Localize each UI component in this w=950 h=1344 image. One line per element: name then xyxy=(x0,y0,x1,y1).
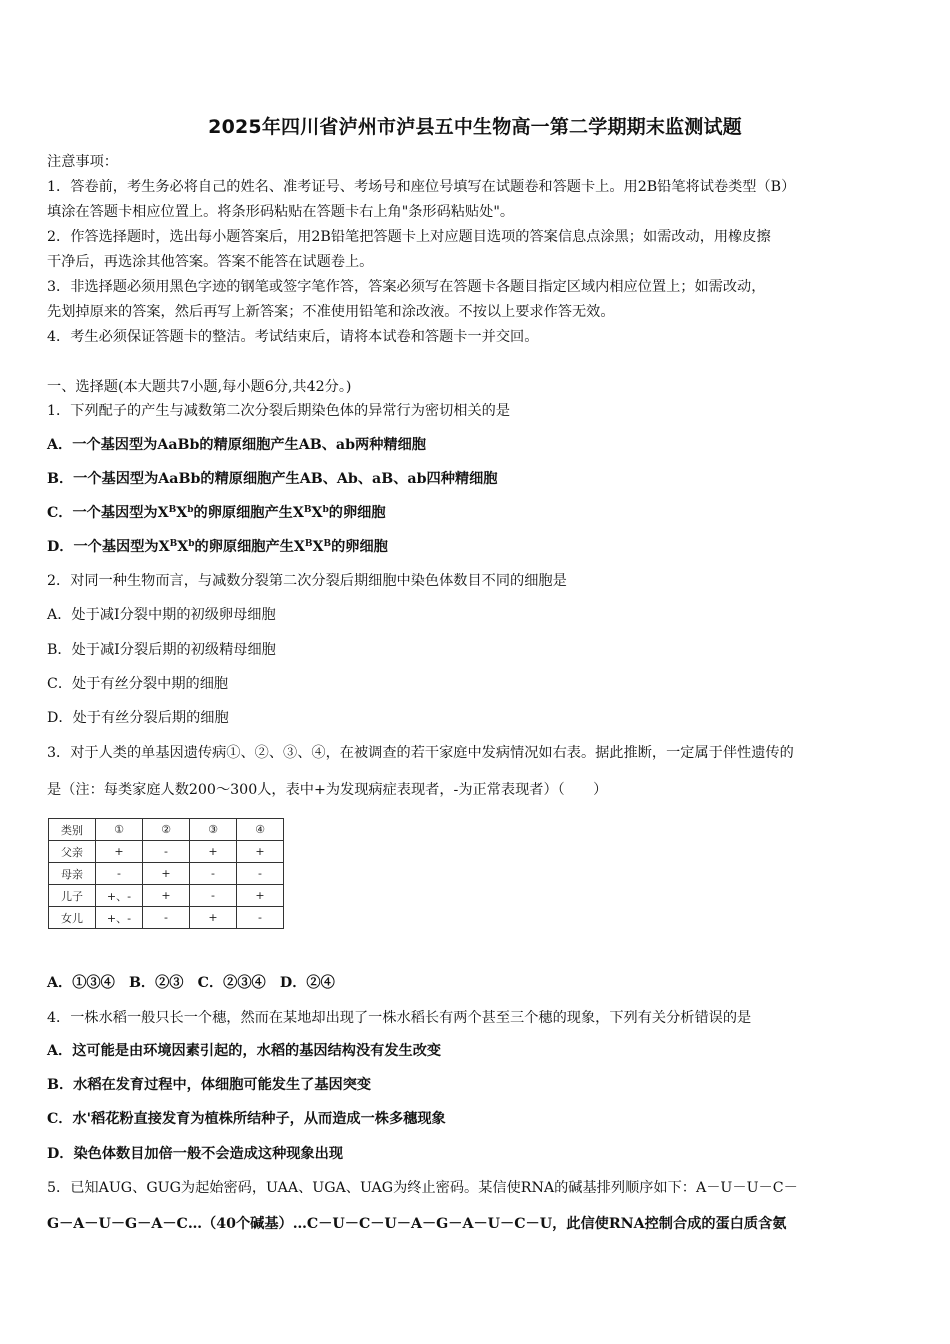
table-row xyxy=(49,885,284,907)
table-cell: 母亲 xyxy=(49,863,96,885)
table-cell: + xyxy=(96,841,143,863)
table-cell: ④ xyxy=(237,819,284,841)
inheritance-table xyxy=(48,818,284,929)
question-2-option-d: D．处于有丝分裂后期的细胞 xyxy=(47,710,229,726)
notice-line: 4．考生必须保证答题卡的整洁。考试结束后，请将本试卷和答题卡一并交回。 xyxy=(47,329,539,345)
table-cell: ② xyxy=(143,819,190,841)
table-cell: + xyxy=(237,885,284,907)
question-1-option-a: A．一个基因型为AaBb的精原细胞产生AB、ab两种精细胞 xyxy=(47,437,426,453)
table-cell: ③ xyxy=(190,819,237,841)
table-cell: +、- xyxy=(96,907,143,929)
table-cell: + xyxy=(190,841,237,863)
table-cell: + xyxy=(190,907,237,929)
question-3-stem-cont: 是（注：每类家庭人数200～300人，表中+为发现病症表现者，-为正常表现者）（ ） xyxy=(47,782,608,798)
question-1-stem: 1．下列配子的产生与减数第二次分裂后期染色体的异常行为密切相关的是 xyxy=(47,403,511,419)
notice-line: 1．答卷前，考生务必将自己的姓名、准考证号、考场号和座位号填写在试题卷和答题卡上。用2B铅笔将试卷类型（B） xyxy=(47,179,796,195)
table-row xyxy=(49,863,284,885)
question-2-option-c: C．处于有丝分裂中期的细胞 xyxy=(47,676,229,692)
table-cell: + xyxy=(143,863,190,885)
table-cell: - xyxy=(190,885,237,907)
question-4-stem: 4．一株水稻一般只长一个穗，然而在某地却出现了一株水稻长有两个甚至三个穗的现象，下列有关分析错误的是 xyxy=(47,1010,752,1026)
question-2-option-b: B．处于减Ⅰ分裂后期的初级精母细胞 xyxy=(47,642,276,658)
table-row xyxy=(49,907,284,929)
notice-line: 先划掉原来的答案，然后再写上新答案；不准使用铅笔和涂改液。不按以上要求作答无效。 xyxy=(47,304,615,320)
question-4-option-c: C．水'稻花粉直接发育为植株所结种子，从而造成一株多穗现象 xyxy=(47,1111,446,1127)
table-cell: - xyxy=(237,863,284,885)
table-cell: - xyxy=(143,841,190,863)
table-cell: 父亲 xyxy=(49,841,96,863)
table-cell: - xyxy=(237,907,284,929)
notice-line: 干净后，再选涂其他答案。答案不能答在试题卷上。 xyxy=(47,254,374,270)
table-cell: ① xyxy=(96,819,143,841)
question-5-stem: 5．已知AUG、GUG为起始密码，UAA、UGA、UAG为终止密码。某信使RNA的碱基排列顺序如下：A－U－U－C－ xyxy=(47,1180,798,1196)
notice-line: 3．非选择题必须用黑色字迹的钢笔或签字笔作答，答案必须写在答题卡各题目指定区域内相应位置上；如需改动， xyxy=(47,279,766,295)
question-2-option-a: A．处于减Ⅰ分裂中期的初级卵母细胞 xyxy=(47,607,276,623)
question-1-option-c: C．一个基因型为$X^BX^b$的卵原细胞产生$X^BX^b$的卵细胞 xyxy=(47,505,386,521)
table-cell: + xyxy=(143,885,190,907)
table-cell: - xyxy=(190,863,237,885)
table-cell: +、- xyxy=(96,885,143,907)
question-2-stem: 2．对同一种生物而言，与减数分裂第二次分裂后期细胞中染色体数目不同的细胞是 xyxy=(47,573,567,589)
question-3-stem: 3．对于人类的单基因遗传病①、②、③、④，在被调查的若干家庭中发病情况如右表。据此推断，一定属于伴性遗传的 xyxy=(47,745,794,761)
question-4-option-a: A．这可能是由环境因素引起的，水稻的基因结构没有发生改变 xyxy=(47,1043,442,1059)
question-1-option-b: B．一个基因型为AaBb的精原细胞产生AB、Ab、aB、ab四种精细胞 xyxy=(47,471,498,487)
table-row xyxy=(49,841,284,863)
table-cell: + xyxy=(237,841,284,863)
question-1-option-d: D．一个基因型为$X^BX^b$的卵原细胞产生$X^BX^B$的卵细胞 xyxy=(47,539,388,555)
table-cell: - xyxy=(143,907,190,929)
table-cell: 女儿 xyxy=(49,907,96,929)
table-cell: - xyxy=(96,863,143,885)
question-3-options: A．①③④ B．②③ C．②③④ D．②④ xyxy=(47,975,335,991)
section-heading: 一、选择题(本大题共7小题,每小题6分,共42分。) xyxy=(47,379,352,395)
table-cell: 类别 xyxy=(49,819,96,841)
page-title: 2025年四川省泸州市泸县五中生物高一第二学期期末监测试题 xyxy=(208,116,742,138)
notice-line: 填涂在答题卡相应位置上。将条形码粘贴在答题卡右上角"条形码粘贴处"。 xyxy=(47,204,515,220)
notice-line: 2．作答选择题时，选出每小题答案后，用2B铅笔把答题卡上对应题目选项的答案信息点涂黑；如需改动，用橡皮擦 xyxy=(47,229,771,245)
question-5-stem-cont: G－A－U－G－A－C…（40个碱基）…C－U－C－U－A－G－A－U－C－U，此信使RNA控制合成的蛋白质含氨 xyxy=(47,1216,787,1232)
question-4-option-b: B．水稻在发育过程中，体细胞可能发生了基因突变 xyxy=(47,1077,372,1093)
notice-heading: 注意事项： xyxy=(47,154,118,170)
question-4-option-d: D．染色体数目加倍一般不会造成这种现象出现 xyxy=(47,1146,344,1162)
table-cell: 儿子 xyxy=(49,885,96,907)
table-header-row xyxy=(49,819,284,841)
